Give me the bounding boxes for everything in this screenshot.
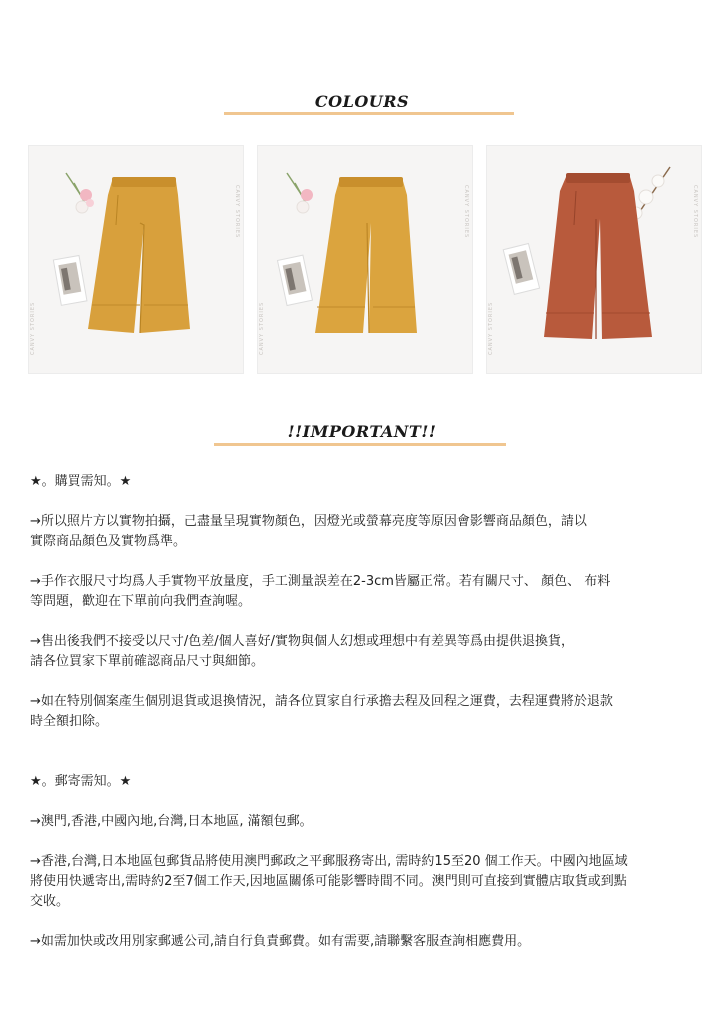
colour-photo-row — [28, 145, 703, 376]
svg-text:CANVY STORIES: CANVY STORIES — [488, 301, 494, 355]
important-title: !!IMPORTANT!! — [287, 422, 437, 441]
purchase-heading: ★。購買需知。★ — [30, 474, 132, 489]
notes-body — [30, 472, 670, 972]
purchase-note-2: →手作衣服尺寸均爲人手實物平放量度，手工測量誤差在2-3cm皆屬正常。若有關尺寸、 顏色、 布料 等問題，歡迎在下單前向我們查詢喔。 — [30, 574, 611, 609]
svg-text:CANVY STORIES: CANVY STORIES — [463, 185, 469, 239]
photo-mustard-1[interactable] — [28, 145, 244, 374]
photo-mustard-2[interactable] — [257, 145, 473, 374]
shipping-note-1: →澳門,香港,中國內地,台灣,日本地區, 滿額包郵。 — [30, 814, 313, 829]
svg-text:CANVY STORIES: CANVY STORIES — [30, 301, 36, 355]
colours-title: COLOURS — [314, 92, 410, 111]
svg-text:CANVY STORIES: CANVY STORIES — [692, 185, 698, 239]
photo-rust[interactable] — [486, 145, 702, 374]
shipping-heading: ★。郵寄需知。★ — [30, 774, 132, 789]
purchase-note-3: →售出後我們不接受以尺寸/色差/個人喜好/實物與個人幻想或理想中有差異等爲由提供退換貨， 請各位買家下單前確認商品尺寸與細節。 — [30, 634, 575, 669]
shipping-note-3: →如需加快或改用別家郵遞公司,請自行負責郵費。如有需要,請聯繫客服查詢相應費用。 — [30, 934, 531, 949]
important-title-rule — [214, 443, 506, 446]
purchase-note-1: →所以照片方以實物拍攝，己盡量呈現實物顏色，因燈光或螢幕亮度等原因會影響商品顏色，請以 實際商品顏色及實物爲準。 — [30, 514, 587, 549]
photo-watermark: CANVY STORIES — [234, 185, 240, 239]
shipping-note-2: →香港,台灣,日本地區包郵貨品將使用澳門郵政之平郵服務寄出, 需時約15至20 個工作天。中國內地區域 將使用快遞寄出,需時約2至7個工作天,因地區關係可能影響時間不同。澳門則可直接到實體店取貨或到點 交收。 — [30, 854, 628, 909]
svg-text:CANVY STORIES: CANVY STORIES — [259, 301, 265, 355]
pants-illustration — [257, 145, 473, 374]
pants-illustration — [486, 145, 702, 374]
purchase-note-4: →如在特別個案產生個別退貨或退換情況，請各位買家自行承擔去程及回程之運費，去程運費將於退款 時全額扣除。 — [30, 694, 613, 729]
pants-illustration — [28, 145, 244, 374]
colours-title-rule — [224, 112, 514, 115]
